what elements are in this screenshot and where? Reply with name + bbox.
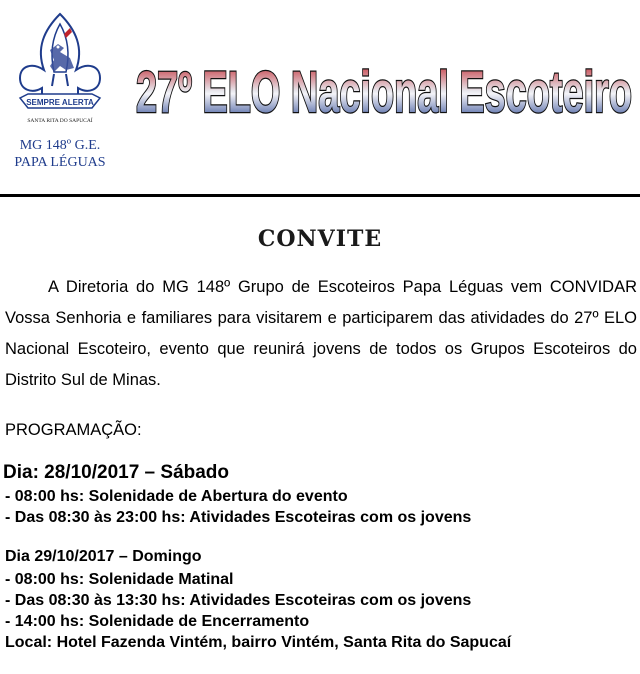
invitation-paragraph: A Diretoria do MG 148º Grupo de Escoteiros Papa Léguas vem CONVIDAR Vossa Senhoria e familiares para visitarem e participarem das atividades do 27º ELO Nacional Escoteiro, evento que reunirá jovens de todos os Grupos Escoteiros do Distrito Sul de Minas. — [5, 278, 637, 389]
programacao-label: PROGRAMAÇÃO: — [5, 421, 142, 439]
logo-ribbon-text: SEMPRE ALERTA — [26, 98, 94, 107]
schedule-item: - 08:00 hs: Solenidade de Abertura do evento — [5, 488, 348, 505]
header-divider — [0, 194, 640, 197]
day1-title: Dia: 28/10/2017 – Sábado — [3, 462, 230, 483]
event-banner — [130, 38, 640, 138]
group-line-1: MG 148º G.E. — [19, 138, 101, 153]
schedule-item: - 08:00 hs: Solenidade Matinal — [5, 571, 234, 588]
group-name — [0, 137, 120, 171]
day2-schedule — [5, 569, 511, 653]
banner-title: 27º ELO Nacional Escoteiro — [136, 60, 632, 125]
scout-logo — [14, 10, 106, 130]
event-location: Local: Hotel Fazenda Vintém, bairro Vintém, Santa Rita do Sapucaí — [5, 634, 512, 651]
day2-title: Dia 29/10/2017 – Domingo — [5, 548, 202, 565]
header — [0, 0, 640, 198]
document-title: CONVITE — [257, 226, 383, 252]
logo-city-text: SANTA RITA DO SAPUCAÍ — [27, 118, 93, 124]
schedule-item: - 14:00 hs: Solenidade de Encerramento — [5, 613, 310, 630]
group-line-2: PAPA LÉGUAS — [14, 155, 106, 170]
scout-fleur-de-lis-roadrunner-icon — [14, 10, 106, 130]
schedule-item: - Das 08:30 às 13:30 hs: Atividades Escoteiras com os jovens — [5, 592, 472, 609]
schedule-item: - Das 08:30 às 23:00 hs: Atividades Escoteiras com os jovens — [5, 509, 472, 526]
day1-schedule — [5, 486, 471, 528]
